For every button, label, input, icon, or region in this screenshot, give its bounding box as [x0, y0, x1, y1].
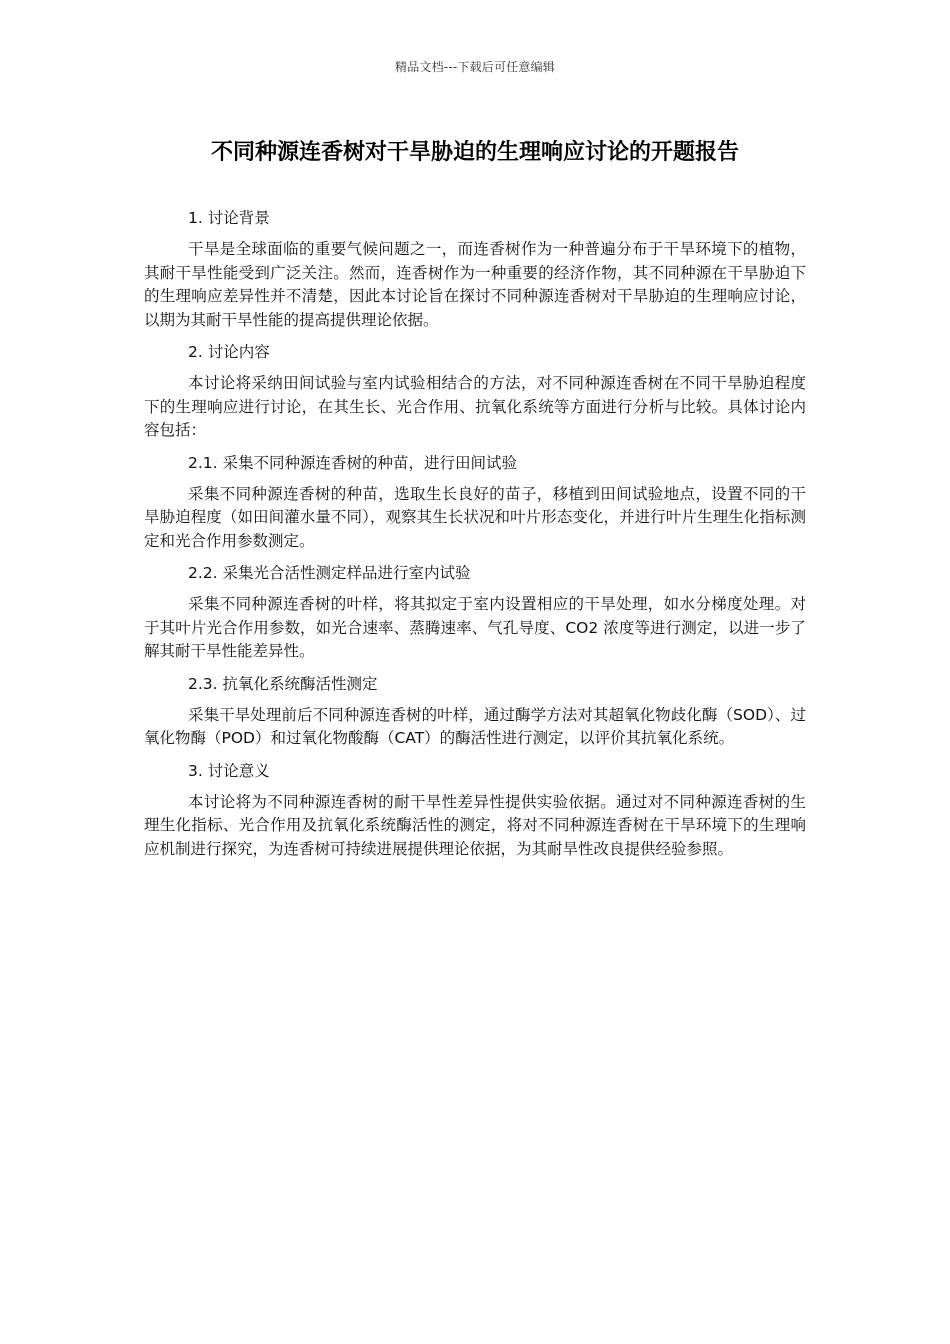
section-indoor-trial — [144, 561, 806, 664]
page-header: 精品文档---下载后可任意编辑 — [395, 60, 555, 74]
section-heading: 2.3. 抗氧化系统酶活性测定 — [188, 674, 378, 693]
section-heading: 2. 讨论内容 — [188, 343, 270, 361]
section-content — [144, 340, 806, 443]
document-body — [144, 206, 806, 869]
section-paragraph: 本讨论将采纳田间试验与室内试验相结合的方法，对不同种源连香树在不同干旱胁迫程度下的生理响应进行讨论，在其生长、光合作用、抗氧化系统等方面进行分析与比较。具体讨论内容包括： — [144, 374, 806, 439]
section-paragraph: 采集不同种源连香树的叶样，将其拟定于室内设置相应的干旱处理，如水分梯度处理。对于其叶片光合作用参数，如光合速率、蒸腾速率、气孔导度、CO2 浓度等进行测定，以进一步了解其耐干旱性能差异性。 — [144, 595, 806, 660]
section-field-trial — [144, 451, 806, 554]
section-heading: 2.2. 采集光合活性测定样品进行室内试验 — [188, 564, 471, 582]
section-background — [144, 206, 806, 332]
section-paragraph: 采集干旱处理前后不同种源连香树的叶样，通过酶学方法对其超氧化物歧化酶（SOD）、过氧化物酶（POD）和过氧化物酸酶（CAT）的酶活性进行测定，以评价其抗氧化系统。 — [144, 705, 806, 747]
section-heading: 3. 讨论意义 — [188, 761, 270, 780]
section-paragraph: 采集不同种源连香树的种苗，选取生长良好的苗子，移植到田间试验地点，设置不同的干旱胁迫程度（如田间灌水量不同），观察其生长状况和叶片形态变化，并进行叶片生理生化指标测定和光合作用参数测定。 — [144, 484, 806, 550]
section-heading: 2.1. 采集不同种源连香树的种苗，进行田间试验 — [188, 453, 518, 472]
section-significance — [144, 759, 806, 862]
section-enzyme-activity — [144, 672, 806, 751]
section-paragraph: 本讨论将为不同种源连香树的耐干旱性差异性提供实验依据。通过对不同种源连香树的生理生化指标、光合作用及抗氧化系统酶活性的测定，将对不同种源连香树在干旱环境下的生理响应机制进行探究，为连香树可持续进展提供理论依据，为其耐旱性改良提供经验参照。 — [144, 792, 806, 858]
document-title: 不同种源连香树对干旱胁迫的生理响应讨论的开题报告 — [210, 140, 739, 165]
section-paragraph: 干旱是全球面临的重要气候问题之一，而连香树作为一种普遍分布于干旱环境下的植物，其耐干旱性能受到广泛关注。然而，连香树作为一种重要的经济作物，其不同种源在干旱胁迫下的生理响应差异性并不清楚，因此本讨论旨在探讨不同种源连香树对干旱胁迫的生理响应讨论，以期为其耐干旱性能的提高提供理论依据。 — [144, 240, 806, 329]
section-heading: 1. 讨论背景 — [188, 209, 270, 227]
